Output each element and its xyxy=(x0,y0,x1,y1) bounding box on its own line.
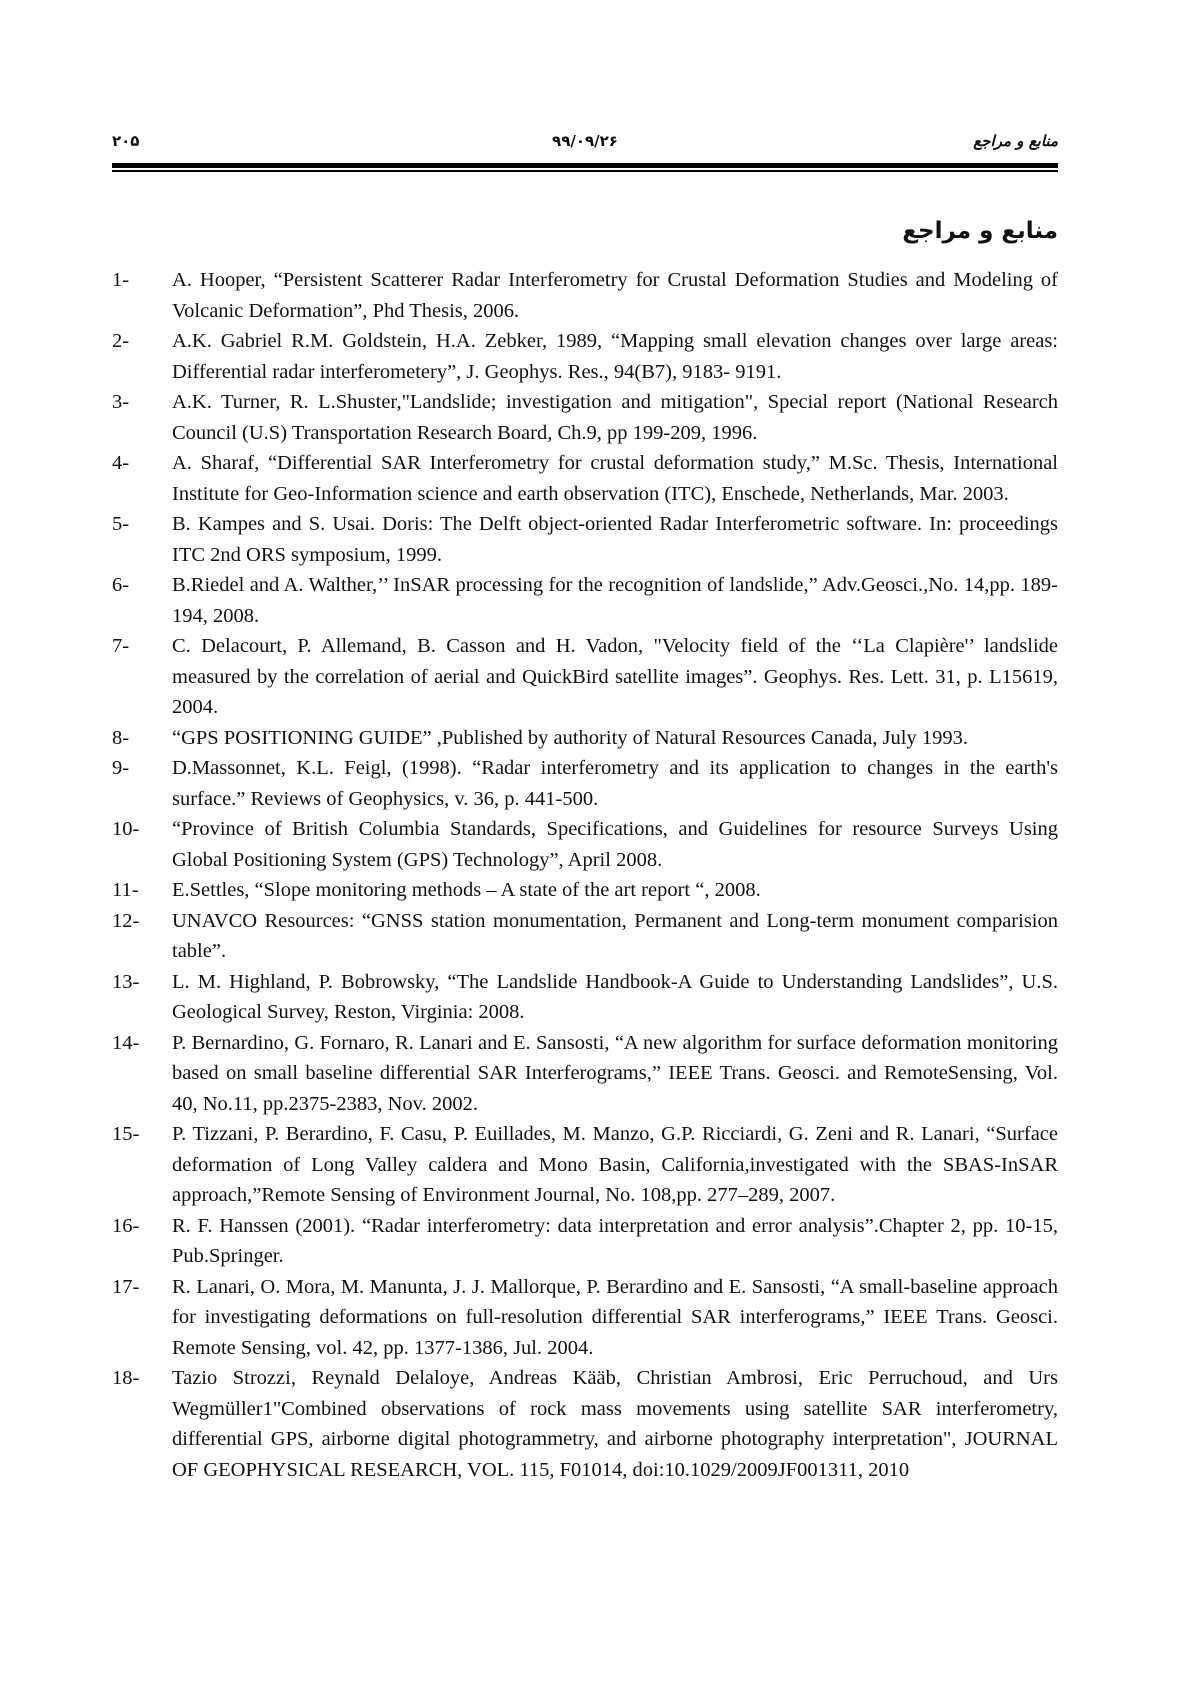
reference-number: 13- xyxy=(112,970,140,993)
reference-number: 10- xyxy=(112,818,140,840)
reference-number: 16- xyxy=(112,1214,140,1237)
reference-number: 11- xyxy=(112,879,139,901)
reference-item xyxy=(112,265,1058,326)
reference-item xyxy=(112,1119,1058,1211)
reference-text: R. F. Hanssen (2001). “Radar interferometry: data interpretation and error analysis”.Chapter 2, pp. 10-15, Pub.Springer. xyxy=(172,1214,1058,1267)
reference-text: A. Sharaf, “Differential SAR Interferometry for crustal deformation study,” M.Sc. Thesis, International Institute for Geo-Information science and earth observation (ITC), Enschede, Netherlands, Mar. 2003. xyxy=(172,452,1058,505)
reference-item xyxy=(112,814,1058,875)
reference-item xyxy=(112,631,1058,723)
reference-number: 1- xyxy=(112,269,130,291)
reference-item xyxy=(112,387,1058,448)
reference-text: B. Kampes and S. Usai. Doris: The Delft object-oriented Radar Interferometric software. In: proceedings ITC 2nd ORS symposium, 1999. xyxy=(172,513,1058,566)
reference-number: 5- xyxy=(112,513,130,535)
reference-text: A.K. Gabriel R.M. Goldstein, H.A. Zebker, 1989, “Mapping small elevation changes over large areas: Differential radar interferometery”, J. Geophys. Res., 94(B7), 9183- 9191. xyxy=(172,330,1058,383)
reference-number: 3- xyxy=(112,391,130,413)
reference-text: C. Delacourt, P. Allemand, B. Casson and H. Vadon, "Velocity field of the ‘‘La Clapière'’ landslide measured by the correlation of aerial and QuickBird satellite images”. Geophys. Res. Lett. 31, p. L15619, 2004. xyxy=(172,635,1058,718)
reference-text: UNAVCO Resources: “GNSS station monumentation, Permanent and Long-term monument comparision table”. xyxy=(172,909,1058,962)
reference-number: 2- xyxy=(112,330,130,352)
reference-number: 6- xyxy=(112,574,130,596)
reference-item xyxy=(112,967,1058,1028)
reference-number: 15- xyxy=(112,1123,140,1145)
reference-item xyxy=(112,875,1058,906)
reference-text: E.Settles, “Slope monitoring methods – A state of the art report “, 2008. xyxy=(172,879,761,901)
reference-item xyxy=(112,753,1058,814)
reference-item xyxy=(112,1028,1058,1120)
reference-text: L. M. Highland, P. Bobrowsky, “The Landslide Handbook-A Guide to Understanding Landslides”, U.S. Geological Survey, Reston, Virginia: 2008. xyxy=(172,970,1058,1023)
reference-item xyxy=(112,326,1058,387)
reference-text: P. Tizzani, P. Berardino, F. Casu, P. Euillades, M. Manzo, G.P. Ricciardi, G. Zeni and R. Lanari, “Surface deformation of Long Valley caldera and Mono Basin, California,investigated with the SBAS-InSAR approach,”Remote Sensing of Environment Journal, No. 108,pp. 277–289, 2007. xyxy=(172,1123,1058,1206)
reference-number: 7- xyxy=(112,635,130,657)
reference-number: 17- xyxy=(112,1275,140,1298)
reference-text: A. Hooper, “Persistent Scatterer Radar Interferometry for Crustal Deformation Studies and Modeling of Volcanic Deformation”, Phd Thesis, 2006. xyxy=(172,269,1058,322)
reference-text: P. Bernardino, G. Fornaro, R. Lanari and E. Sansosti, “A new algorithm for surface deformation monitoring based on small baseline differential SAR Interferograms,” IEEE Trans. Geosci. and RemoteSensing, Vol. 40, No.11, pp.2375-2383, Nov. 2002. xyxy=(172,1031,1058,1115)
running-title: منابع و مراجع xyxy=(973,132,1058,150)
reference-text: D.Massonnet, K.L. Feigl, (1998). “Radar interferometry and its application to changes in the earth's surface.” Reviews of Geophysics, v. 36, p. 441-500. xyxy=(172,757,1058,810)
reference-item xyxy=(112,723,1058,754)
reference-item xyxy=(112,906,1058,967)
reference-number: 9- xyxy=(112,757,130,779)
reference-number: 4- xyxy=(112,452,130,474)
reference-item xyxy=(112,1211,1058,1272)
page-header xyxy=(112,128,1058,158)
header-date: ۹۹/۰۹/۲۶ xyxy=(552,132,618,150)
reference-item xyxy=(112,448,1058,509)
reference-text: Tazio Strozzi, Reynald Delaloye, Andreas Kääb, Christian Ambrosi, Eric Perruchoud, and Urs Wegmüller1"Combined observations of rock mass movements using satellite SAR interferometry, differential GPS, airborne digital photogrammetry, and airborne photography interpretation", JOURNAL OF GEOPHYSICAL RESEARCH, VOL. 115, F01014, doi:10.1029/2009JF001311, 2010 xyxy=(172,1367,1058,1481)
reference-number: 18- xyxy=(112,1367,140,1389)
reference-list xyxy=(112,265,1058,1485)
reference-text: R. Lanari, O. Mora, M. Manunta, J. J. Mallorque, P. Berardino and E. Sansosti, “A small-baseline approach for investigating deformations on full-resolution differential SAR interferograms,” IEEE Trans. Geosci. Remote Sensing, vol. 42, pp. 1377-1386, Jul. 2004. xyxy=(172,1275,1058,1359)
reference-text: A.K. Turner, R. L.Shuster,"Landslide; investigation and mitigation", Special report (National Research Council (U.S) Transportation Research Board, Ch.9, pp 199-209, 1996. xyxy=(172,391,1058,444)
reference-number: 14- xyxy=(112,1031,140,1054)
reference-text: B.Riedel and A. Walther,’’ InSAR processing for the recognition of landslide,” Adv.Geosci.,No. 14,pp. 189-194, 2008. xyxy=(172,574,1058,627)
header-rule-thick xyxy=(112,163,1058,168)
reference-item xyxy=(112,509,1058,570)
page-number: ۲۰۵ xyxy=(112,132,140,150)
reference-text: “GPS POSITIONING GUIDE” ,Published by authority of Natural Resources Canada, July 1993. xyxy=(172,726,968,749)
reference-item xyxy=(112,570,1058,631)
section-title: منابع و مراجع xyxy=(902,218,1058,244)
reference-number: 8- xyxy=(112,726,130,749)
header-rule-thin xyxy=(112,170,1058,172)
reference-text: “Province of British Columbia Standards, Specifications, and Guidelines for resource Surveys Using Global Positioning System (GPS) Technology”, April 2008. xyxy=(172,818,1058,871)
reference-number: 12- xyxy=(112,909,140,932)
reference-item xyxy=(112,1272,1058,1364)
reference-item xyxy=(112,1363,1058,1485)
